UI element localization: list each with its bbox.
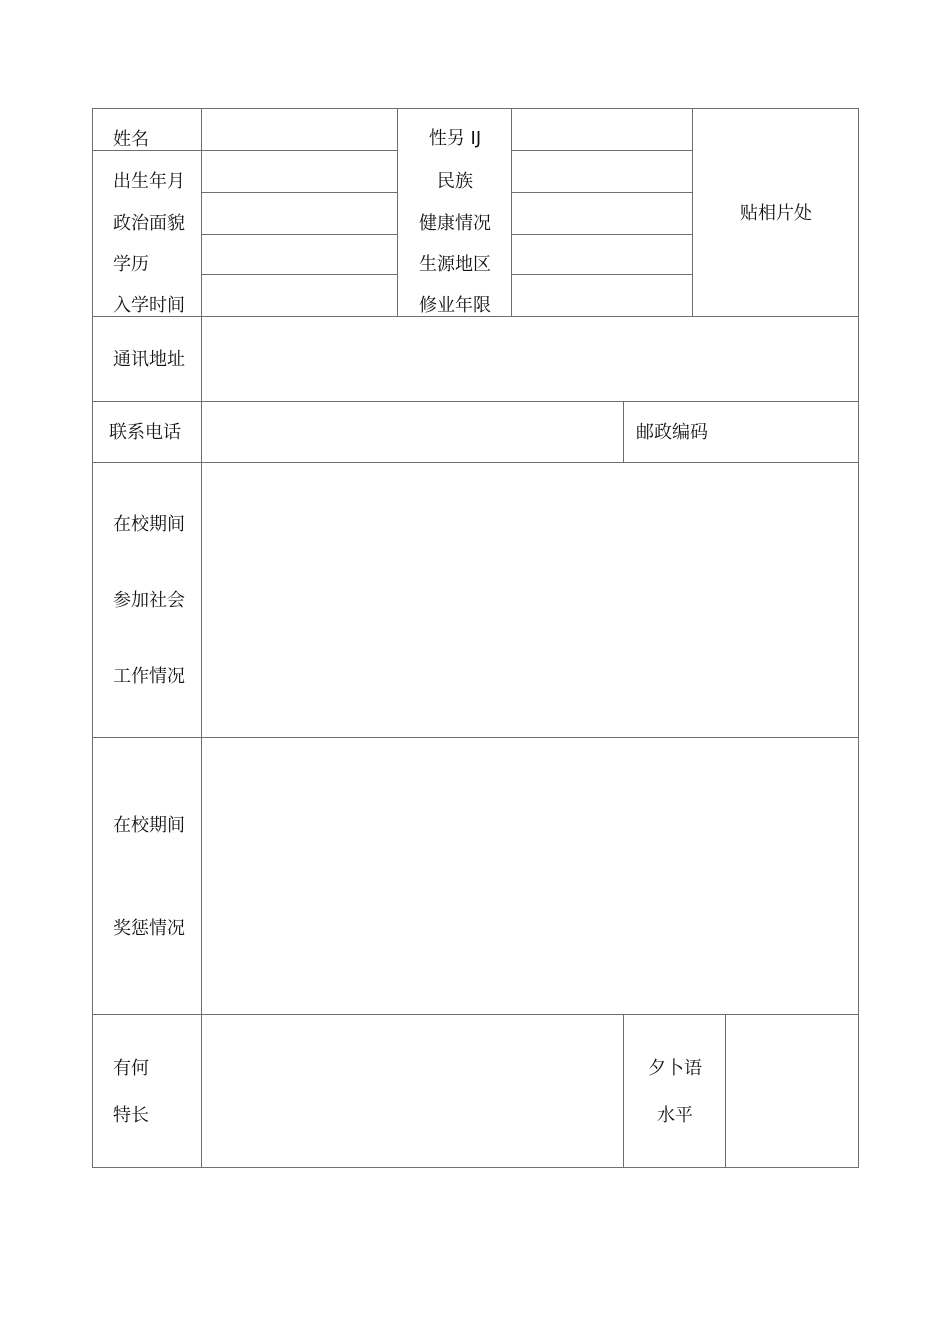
rule-row1 bbox=[511, 150, 693, 151]
rule-language-col bbox=[623, 1014, 624, 1167]
political-status-field[interactable] bbox=[206, 196, 392, 230]
rule-label-col bbox=[201, 108, 202, 1168]
rule-skills-top bbox=[92, 1014, 859, 1015]
rule-awards-top bbox=[92, 737, 859, 738]
origin-region-field[interactable] bbox=[516, 238, 688, 270]
rule-top bbox=[92, 108, 859, 109]
skills-label-line1: 有何 bbox=[113, 1058, 149, 1079]
enrollment-date-field[interactable] bbox=[206, 278, 392, 312]
awards-label-line1: 在校期间 bbox=[113, 815, 185, 836]
rule-mid-col bbox=[397, 108, 398, 316]
social-work-label-line2: 参加社会 bbox=[113, 590, 185, 611]
address-label: 通讯地址 bbox=[113, 349, 185, 370]
study-years-label: 修业年限 bbox=[419, 295, 491, 316]
birth-label: 出生年月 bbox=[113, 171, 185, 192]
political-status-label: 政治面貌 bbox=[113, 213, 185, 234]
rule-photo-col bbox=[692, 108, 693, 316]
rule-bottom bbox=[92, 1167, 859, 1168]
skills-field[interactable] bbox=[206, 1018, 619, 1163]
language-label-line2: 水平 bbox=[657, 1105, 693, 1126]
social-work-field[interactable] bbox=[206, 466, 854, 733]
skills-label-line2: 特长 bbox=[113, 1105, 149, 1126]
health-label: 健康情况 bbox=[419, 213, 491, 234]
address-field[interactable] bbox=[206, 320, 854, 397]
rule-row1 bbox=[201, 150, 397, 151]
name-label: 姓名 bbox=[113, 129, 149, 150]
name-field[interactable] bbox=[206, 112, 392, 146]
health-field[interactable] bbox=[516, 196, 688, 230]
gender-label: 性另 IJ bbox=[428, 128, 482, 149]
photo-placeholder: 贴相片处 bbox=[740, 203, 812, 224]
gender-field[interactable] bbox=[516, 112, 688, 146]
study-years-field[interactable] bbox=[516, 278, 688, 312]
rule-row4 bbox=[201, 274, 397, 275]
rule-phone-top bbox=[92, 401, 859, 402]
awards-field[interactable] bbox=[206, 741, 854, 1010]
rule-right bbox=[858, 108, 859, 1168]
rule-row2 bbox=[201, 192, 397, 193]
rule-mid-col2 bbox=[511, 108, 512, 316]
origin-region-label: 生源地区 bbox=[419, 254, 491, 275]
awards-label-line2: 奖惩情况 bbox=[113, 918, 185, 939]
phone-label: 联系电话 bbox=[109, 422, 181, 443]
language-level-field[interactable] bbox=[730, 1018, 854, 1163]
rule-social-top bbox=[92, 462, 859, 463]
rule-postcode-col bbox=[623, 401, 624, 462]
rule-row3 bbox=[511, 234, 693, 235]
birth-field[interactable] bbox=[206, 154, 392, 188]
enrollment-date-label: 入学时间 bbox=[113, 295, 185, 316]
rule-language-value-col bbox=[725, 1014, 726, 1167]
education-label: 学历 bbox=[113, 254, 149, 275]
rule-left bbox=[92, 108, 93, 1168]
language-label-line1: 夕卜语 bbox=[648, 1058, 702, 1079]
education-field[interactable] bbox=[206, 238, 392, 270]
ethnicity-field[interactable] bbox=[516, 154, 688, 188]
social-work-label-line3: 工作情况 bbox=[113, 666, 185, 687]
social-work-label-line1: 在校期间 bbox=[113, 514, 185, 535]
rule-row3 bbox=[201, 234, 397, 235]
rule-row4 bbox=[511, 274, 693, 275]
postcode-label: 邮政编码 bbox=[636, 422, 708, 443]
ethnicity-label: 民族 bbox=[437, 171, 473, 192]
rule-row2 bbox=[511, 192, 693, 193]
phone-field[interactable] bbox=[206, 405, 619, 458]
